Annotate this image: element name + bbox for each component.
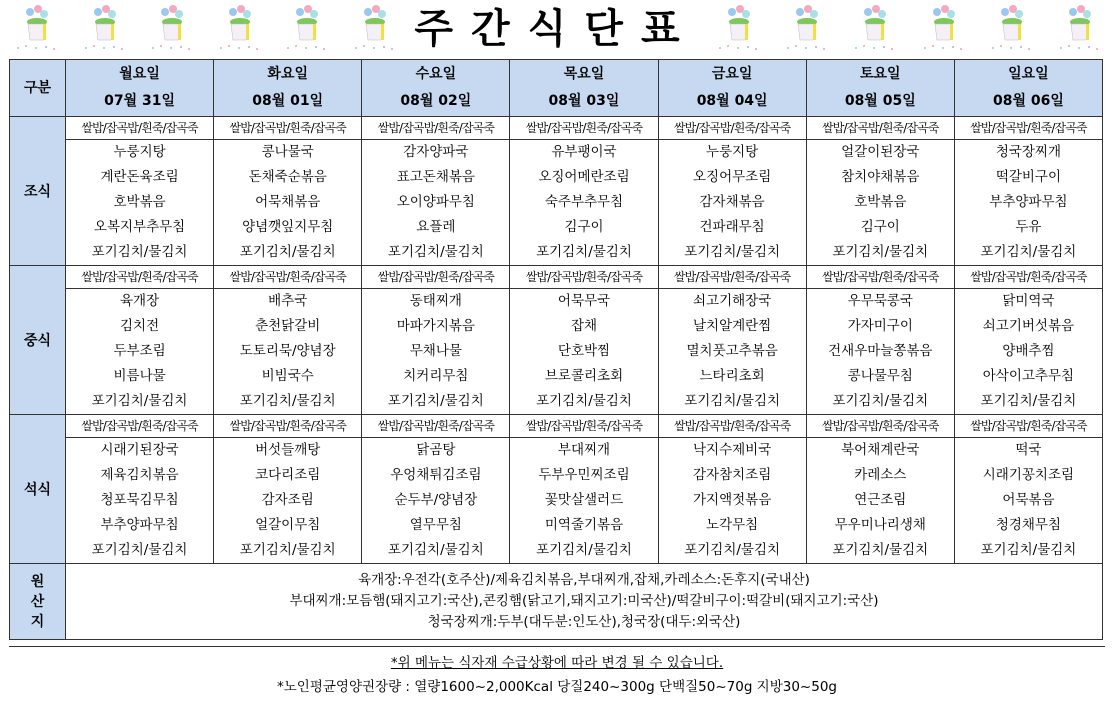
flower-pot-icon (985, 4, 1037, 54)
flower-pot-icon (10, 4, 62, 54)
menu-item: 청경채무침 (995, 517, 1062, 533)
rice-options: 쌀밥/잡곡밥/흰죽/잡곡죽 (955, 415, 1102, 438)
menu-item: 누룽지탕 (706, 144, 759, 160)
menu-item: 포기김치/물김치 (832, 542, 929, 558)
origin-row (10, 564, 1103, 640)
page-title: 주간식단표 (414, 5, 698, 52)
menu-item: 닭곰탕 (416, 442, 456, 458)
menu-item: 유부팽이국 (551, 144, 617, 160)
menu-item: 버섯들깨탕 (255, 442, 321, 458)
rice-options: 쌀밥/잡곡밥/흰죽/잡곡죽 (955, 117, 1102, 140)
day-date: 08월 05일 (844, 93, 916, 109)
menu-item: 북어채계란국 (841, 442, 920, 458)
menu-item: 포기김치/물김치 (387, 393, 484, 409)
origin-info (66, 564, 1103, 640)
flower-pot-icon (348, 4, 400, 54)
menu-item: 포기김치/물김치 (980, 244, 1077, 260)
menu-item: 오징어메란조림 (538, 169, 630, 185)
menu-item: 양배추찜 (1002, 343, 1055, 359)
menu-item: 포기김치/물김치 (239, 244, 336, 260)
menu-item: 잡채 (570, 318, 598, 334)
day-header (954, 60, 1102, 117)
menu-item: 노각무침 (706, 517, 759, 533)
menu-item: 누룽지탕 (113, 144, 166, 160)
title-area (0, 0, 1115, 59)
menu-item: 부추양파무침 (989, 194, 1068, 210)
menu-item: 두부조림 (113, 343, 166, 359)
meal-label: 석식 (10, 415, 66, 564)
menu-cell (954, 266, 1102, 415)
menu-item: 포기김치/물김치 (239, 542, 336, 558)
menu-item: 김치전 (120, 318, 160, 334)
day-date: 08월 02일 (400, 93, 472, 109)
menu-item: 포기김치/물김치 (536, 244, 632, 260)
menu-item: 낙지수제비국 (693, 442, 772, 458)
menu-item: 육개장 (120, 293, 160, 309)
flower-pot-decoration-right (712, 4, 1105, 56)
menu-item: 오이양파무침 (396, 194, 475, 210)
flower-pot-icon (213, 4, 265, 54)
menu-cell (806, 117, 954, 266)
menu-item: 포기김치/물김치 (684, 542, 781, 558)
nutrition-note: *노인평균영양권장량 : 열량1600~2,000Kcal 당질240~300g 단백질50~70g 지방30~50g (277, 679, 837, 695)
rice-options: 쌀밥/잡곡밥/흰죽/잡곡죽 (659, 117, 806, 140)
day-header (510, 60, 658, 117)
origin-label-char: 원 (30, 573, 45, 590)
flower-pot-icon (712, 4, 764, 54)
rice-options: 쌀밥/잡곡밥/흰죽/잡곡죽 (807, 415, 954, 438)
menu-item: 연근조림 (854, 492, 907, 508)
header-label: 구분 (10, 60, 66, 117)
menu-cell (362, 415, 510, 564)
change-notice: *위 메뉴는 식자재 수급상황에 따라 변경 될 수 있습니다. (390, 655, 724, 671)
origin-label (10, 564, 66, 640)
menu-item: 김구이 (860, 219, 900, 235)
menu-item: 감자참치조림 (693, 467, 772, 483)
day-date: 07월 31일 (104, 93, 176, 109)
day-name: 수요일 (415, 66, 457, 82)
menu-item: 가지액젓볶음 (693, 492, 772, 508)
menu-item: 제육김치볶음 (100, 467, 179, 483)
menu-item: 오징어무조림 (693, 169, 772, 185)
menu-cell (214, 266, 362, 415)
menu-item: 건새우마늘쫑볶음 (828, 343, 933, 359)
rice-options: 쌀밥/잡곡밥/흰죽/잡곡죽 (214, 415, 361, 438)
menu-item: 포기김치/물김치 (239, 393, 336, 409)
menu-item: 호박볶음 (113, 194, 166, 210)
menu-item: 콩나물국 (261, 144, 314, 160)
day-header (658, 60, 806, 117)
day-name: 일요일 (1008, 66, 1049, 82)
menu-item: 감자조림 (261, 492, 314, 508)
menu-item: 포기김치/물김치 (832, 393, 929, 409)
menu-item: 멸치풋고추볶음 (686, 343, 778, 359)
day-header (214, 60, 362, 117)
rice-options: 쌀밥/잡곡밥/흰죽/잡곡죽 (66, 117, 213, 140)
day-header (66, 60, 214, 117)
menu-item: 춘천닭갈비 (255, 318, 321, 334)
menu-cell (510, 117, 658, 266)
menu-cell (66, 415, 214, 564)
meal-row (10, 415, 1103, 564)
flower-pot-icon (145, 4, 197, 54)
menu-item: 포기김치/물김치 (980, 393, 1077, 409)
menu-item: 어묵무국 (557, 293, 611, 309)
menu-item: 얼갈이무침 (255, 517, 321, 533)
menu-item: 치커리무침 (403, 368, 469, 384)
menu-item: 돈채죽순볶음 (248, 169, 327, 185)
menu-cell (362, 266, 510, 415)
rice-options: 쌀밥/잡곡밥/흰죽/잡곡죽 (214, 117, 361, 140)
menu-item: 비빔국수 (261, 368, 314, 384)
menu-cell (66, 117, 214, 266)
menu-item: 날치알계란찜 (693, 318, 772, 334)
day-date: 08월 01일 (252, 93, 324, 109)
menu-item: 떡갈비구이 (995, 169, 1062, 185)
flower-pot-icon (917, 4, 969, 54)
menu-item: 떡국 (1015, 442, 1042, 458)
day-name: 금요일 (711, 66, 753, 82)
menu-item: 순두부/양념장 (394, 492, 478, 508)
menu-item: 부추양파무침 (100, 517, 179, 533)
menu-item: 포기김치/물김치 (387, 542, 484, 558)
flower-pot-icon (1053, 4, 1105, 54)
day-name: 화요일 (267, 66, 308, 82)
menu-item: 느타리초회 (699, 368, 765, 384)
menu-item: 무우미나리생채 (834, 517, 926, 533)
menu-cell (214, 117, 362, 266)
menu-item: 포기김치/물김치 (91, 542, 188, 558)
day-header (806, 60, 954, 117)
menu-item: 쇠고기해장국 (693, 293, 772, 309)
menu-cell (658, 266, 806, 415)
rice-options: 쌀밥/잡곡밥/흰죽/잡곡죽 (659, 415, 806, 438)
menu-item: 가자미구이 (847, 318, 913, 334)
menu-item: 김구이 (564, 219, 604, 235)
menu-cell (658, 415, 806, 564)
flower-pot-icon (78, 4, 130, 54)
menu-item: 포기김치/물김치 (832, 244, 929, 260)
menu-cell (806, 266, 954, 415)
menu-item: 단호박찜 (557, 343, 611, 359)
menu-item: 비름나물 (113, 368, 166, 384)
menu-item: 열무무침 (409, 517, 462, 533)
menu-item: 청포묵김무침 (100, 492, 179, 508)
menu-item: 배추국 (268, 293, 308, 309)
day-name: 목요일 (563, 66, 605, 82)
menu-item: 코다리조림 (255, 467, 321, 483)
footer-notes (9, 646, 1105, 699)
menu-item: 요플레 (416, 219, 456, 235)
menu-cell (954, 117, 1102, 266)
meal-row (10, 117, 1103, 266)
menu-item: 두유 (1015, 219, 1042, 235)
menu-item: 두부우민찌조림 (538, 467, 630, 483)
menu-item: 어묵볶음 (1002, 492, 1055, 508)
menu-item: 포기김치/물김치 (536, 542, 632, 558)
weekly-menu-table (9, 59, 1103, 640)
meal-label: 중식 (10, 266, 66, 415)
menu-item: 콩나물무침 (847, 368, 913, 384)
menu-item: 우엉채튀김조림 (390, 467, 482, 483)
day-date: 08월 06일 (992, 93, 1064, 109)
rice-options: 쌀밥/잡곡밥/흰죽/잡곡죽 (362, 117, 509, 140)
rice-options: 쌀밥/잡곡밥/흰죽/잡곡죽 (807, 117, 954, 140)
menu-item: 어묵채볶음 (255, 194, 321, 210)
origin-label-char: 지 (30, 613, 45, 630)
menu-item: 시래기된장국 (100, 442, 179, 458)
menu-cell (954, 415, 1102, 564)
menu-item: 미역줄기볶음 (544, 517, 624, 533)
rice-options: 쌀밥/잡곡밥/흰죽/잡곡죽 (510, 117, 657, 140)
day-name: 토요일 (859, 66, 901, 82)
flower-pot-decoration-left (10, 4, 400, 56)
menu-item: 도토리묵/양념장 (239, 343, 336, 359)
menu-item: 양념깻잎지무침 (242, 219, 334, 235)
menu-item: 감자채볶음 (699, 194, 765, 210)
menu-cell (806, 415, 954, 564)
menu-cell (658, 117, 806, 266)
menu-item: 숙주부추무침 (544, 194, 624, 210)
menu-cell (510, 415, 658, 564)
menu-item: 청국장찌개 (995, 144, 1062, 160)
rice-options: 쌀밥/잡곡밥/흰죽/잡곡죽 (214, 266, 361, 289)
menu-item: 계란돈육조림 (100, 169, 179, 185)
rice-options: 쌀밥/잡곡밥/흰죽/잡곡죽 (955, 266, 1102, 289)
day-date: 08월 04일 (696, 93, 768, 109)
origin-label-char: 산 (30, 593, 45, 610)
meal-row (10, 266, 1103, 415)
menu-item: 오복지부추무침 (93, 219, 186, 235)
menu-cell (510, 266, 658, 415)
menu-item: 포기김치/물김치 (980, 542, 1077, 558)
menu-item: 동태찌개 (409, 293, 462, 309)
menu-item: 표고돈채볶음 (396, 169, 475, 185)
menu-item: 닭미역국 (1002, 293, 1055, 309)
rice-options: 쌀밥/잡곡밥/흰죽/잡곡죽 (66, 266, 213, 289)
rice-options: 쌀밥/잡곡밥/흰죽/잡곡죽 (66, 415, 213, 438)
rice-options: 쌀밥/잡곡밥/흰죽/잡곡죽 (362, 266, 509, 289)
menu-item: 참치야채볶음 (841, 169, 920, 185)
menu-item: 포기김치/물김치 (684, 244, 781, 260)
meal-label: 조식 (10, 117, 66, 266)
menu-item: 건파래무침 (699, 219, 765, 235)
menu-item: 포기김치/물김치 (387, 244, 484, 260)
menu-item: 아삭이고추무침 (982, 368, 1075, 384)
rice-options: 쌀밥/잡곡밥/흰죽/잡곡죽 (510, 415, 657, 438)
rice-options: 쌀밥/잡곡밥/흰죽/잡곡죽 (362, 415, 509, 438)
day-name: 월요일 (119, 66, 160, 82)
origin-line: 청국장찌개:두부(대두분:인도산),청국장(대두:외국산) (427, 614, 741, 630)
day-date: 08월 03일 (548, 93, 620, 109)
menu-item: 감자양파국 (403, 144, 469, 160)
rice-options: 쌀밥/잡곡밥/흰죽/잡곡죽 (510, 266, 657, 289)
day-header (362, 60, 510, 117)
menu-item: 호박볶음 (854, 194, 907, 210)
origin-line: 육개장:우전각(호주산)/제육김치볶음,부대찌개,잡채,카레소스:돈후지(국내산) (358, 572, 810, 588)
menu-item: 브로콜리초회 (544, 368, 624, 384)
menu-item: 부대찌개 (557, 442, 611, 458)
menu-item: 포기김치/물김치 (536, 393, 632, 409)
menu-item: 카레소스 (854, 467, 907, 483)
menu-cell (362, 117, 510, 266)
menu-item: 시래기꽁치조림 (982, 467, 1075, 483)
menu-item: 포기김치/물김치 (91, 393, 188, 409)
menu-item: 꽃맛살샐러드 (544, 492, 624, 508)
flower-pot-icon (780, 4, 832, 54)
menu-cell (66, 266, 214, 415)
flower-pot-icon (848, 4, 900, 54)
menu-item: 우무묵콩국 (847, 293, 913, 309)
rice-options: 쌀밥/잡곡밥/흰죽/잡곡죽 (807, 266, 954, 289)
menu-item: 쇠고기버섯볶음 (982, 318, 1075, 334)
menu-item: 얼갈이된장국 (841, 144, 920, 160)
flower-pot-icon (280, 4, 332, 54)
origin-line: 부대찌개:모듬햄(돼지고기:국산),콘킹햄(닭고기,돼지고기:미국산)/떡갈비구이:떡갈비(돼지고기:국산) (289, 593, 879, 609)
menu-item: 포기김치/물김치 (684, 393, 781, 409)
menu-item: 마파가지볶음 (396, 318, 475, 334)
menu-item: 무채나물 (409, 343, 462, 359)
menu-cell (214, 415, 362, 564)
menu-item: 포기김치/물김치 (91, 244, 188, 260)
rice-options: 쌀밥/잡곡밥/흰죽/잡곡죽 (659, 266, 806, 289)
